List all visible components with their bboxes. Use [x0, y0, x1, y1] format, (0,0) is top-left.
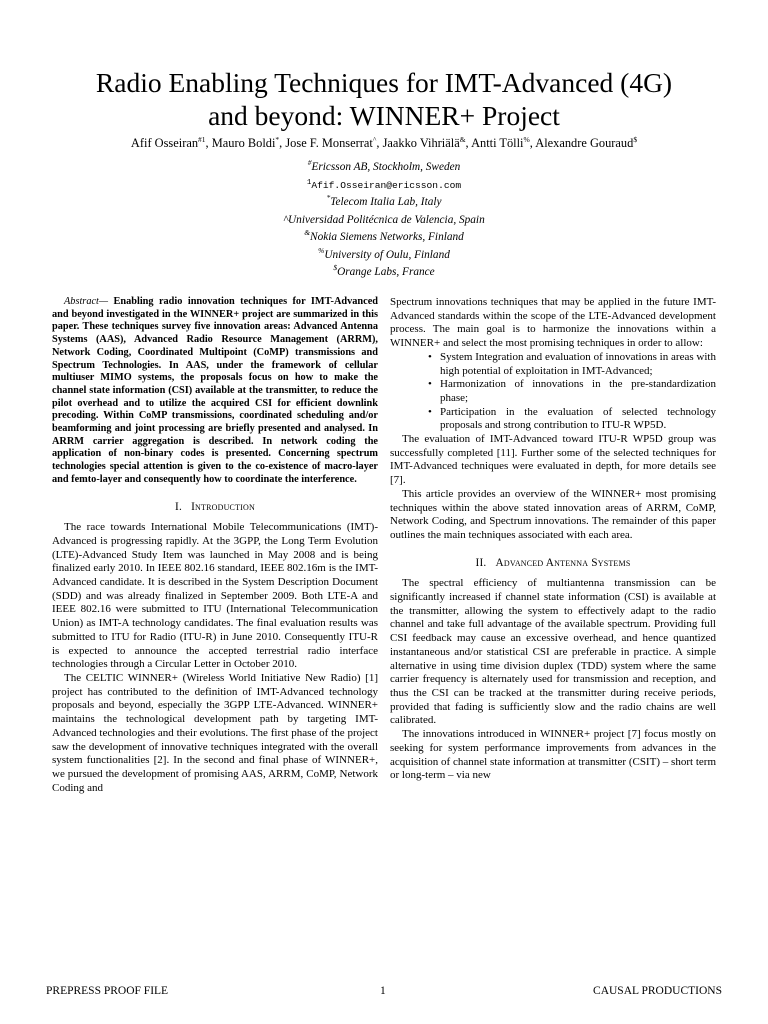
paragraph: The race towards International Mobile Telecommunications (IMT)-Advanced is progressing rapidly. At the 3GPP, the Long Term Evolution (LTE)-Advanced Study Item was launched in May 2008 and is being finalized early 2010. In IEEE 802.16 standard, IEEE 802.16m is the IMT-Advanced candidate. It is described in the System Description Document (SDD) and was already finalized in September 2009. Both LTE-A and IEEE 802.16 were submitted to ITU (International Telecommunication Union) as IMT-A technology candidates. The final evaluation results was submitted to ITU for Radio (ITU-R) in June 2010. Consequently ITU-R is expected to announce the accepted terrestrial radio interface technologies through a Circular Letter in October 2010.: [52, 521, 378, 671]
abstract-text: Enabling radio innovation techniques for IMT-Advanced and beyond investigated in the WINNER+ project are summarized in this paper. These techniques survey five innovation areas: Advanced Antenna Systems (AAS), Advanced Radio Resource Management (ARRM), Network Coding, Coordinated Multipoint (CoMP) transmissions and Spectrum Technologies. In AAS, under the framework of cellular multiuser MIMO systems, the proposals focus on how to make the channel state information (CSI) available at the transmitter, to reduce the pilot overhead and to utilize the acquired CSI for efficient downlink precoding. Within CoMP transmissions, coordinated scheduling and/or beamforming and joint processing are briefly presented and analysed. In ARRM carrier aggregation is described. In network coding the application of non-binary codes is presented. Concerning spectrum technologies special attention is given to the co-existence of macro-layer and femto-layer and consequently how to coordinate the interference.: [52, 296, 378, 485]
list-item: • Participation in the evaluation of selected technology proposals and strong contribution to ITU-R WP5D.: [428, 405, 716, 432]
affiliation: &Nokia Siemens Networks, Finland: [304, 228, 464, 243]
footer-left: PREPRESS PROOF FILE: [46, 985, 169, 997]
page-number: 1: [380, 985, 386, 997]
author: Afif Osseiran$^{\#1}$,: [130, 134, 212, 150]
section-heading-introduction: I. Introduction: [174, 500, 255, 513]
author: Jose F. Monserrat^,: [285, 134, 383, 150]
author: Antti Tölli%,: [471, 134, 536, 150]
paragraph: The evaluation of IMT-Advanced toward ITU-R WP5D group was successfully completed [11]. Further some of the selected techniques for IMT-Advanced techniques were evaluated in depth, for more details see [7].: [390, 433, 716, 487]
bullet-icon: •: [428, 350, 432, 363]
abstract: Abstract— Enabling radio innovation techniques for IMT-Advanced and beyond investigated in the WINNER+ project are summarized in this paper. These techniques survey five innovation areas: Advanced Antenna Systems (AAS), Advanced Radio Resource Management (ARRM), Network Coding, Coordinated Multipoint (CoMP) transmissions and Spectrum Technologies. In AAS, under the framework of cellular multiuser MIMO systems, the proposals focus on how to make the channel state information (CSI) available at the transmitter, to reduce the pilot overhead and to utilize the acquired CSI for efficient downlink precoding. Within CoMP transmissions, coordinated scheduling and/or beamforming and joint processing are briefly presented and analysed. In ARRM carrier aggregation is described. In network coding the application of non-binary codes is presented. Concerning spectrum technologies special attention is given to the co-existence of macro-layer and femto-layer and consequently how to coordinate the interference.: [52, 296, 378, 485]
right-column: [390, 296, 716, 783]
bullet-icon: •: [428, 378, 432, 391]
affiliation: $Orange Labs, France: [333, 263, 435, 278]
paragraph: This article provides an overview of the WINNER+ most promising techniques within the above stated innovation areas of ARRM, CoMP, Network Coding, and Spectrum innovations. The remainder of this paper outlines the main techniques associated with each area.: [390, 487, 716, 541]
affiliation: ^Universidad Politécnica de Valencia, Spain: [283, 213, 485, 226]
paragraph: The spectral efficiency of multiantenna transmission can be significantly increased if channel state information (CSI) is available at the transmitter, allowing the system to effectively adapt to the radio channel and take full advantage of the available spectrum. Providing full CSI feedback may cause an excessive overhead, and hence quantized instantaneous and/or statistical CSI are preferable in practice. A simple alternative in using time division duplex (TDD) system where the same carrier frequency is alternately used for transmission and reception, and thus the CSI can be tracked at the transmitter during receive periods, provided that fading is sufficiently slow and the radio chains are well calibrated.: [390, 577, 716, 727]
abstract-label: Abstract: [64, 296, 99, 307]
section-heading-advanced-antenna-systems: II. Advanced Antenna Systems: [475, 556, 631, 569]
affiliation: #Ericsson AB, Stockholm, Sweden: [307, 158, 461, 173]
paragraph: The innovations introduced in WINNER+ project [7] focus mostly on seeking for system performance improvements from advances in the acquisition of channel state information at transmitter (CSIT) – short term or long-term – via new: [390, 728, 716, 782]
title-line-2: and beyond: WINNER+ Project: [208, 100, 560, 131]
paragraph: Spectrum innovations techniques that may be applied in the future IMT-Advanced standards within the scope of the LTE-Advanced development process. The main goal is to harmonize the innovations within a WINNER+ and select the most promising techniques in order to allow:: [390, 296, 716, 350]
list-item: • Harmonization of innovations in the pre-standardization phase;: [428, 378, 716, 404]
bullet-icon: •: [428, 405, 432, 418]
affiliations: [100, 159, 668, 282]
author: Mauro Boldi*,: [211, 134, 286, 150]
affiliation: %University of Oulu, Finland: [318, 245, 450, 261]
author: Jaakko Vihriälä&,: [382, 134, 472, 150]
author: Alexandre Gouraud$: [535, 134, 638, 150]
author-list: [20, 136, 748, 151]
list-item: • System Integration and evaluation of innovations in areas with high potential of exploitation in IMT-Advanced;: [428, 350, 716, 377]
paragraph: The CELTIC WINNER+ (Wireless World Initiative New Radio) [1] project has contributed to the definition of IMT-Advanced technology proposals and beyond, especially the 3GPP LTE-Advanced. WINNER+ maintains the technological development path by targeting IMT-Advanced technologies and their evolutions. The first phase of the project saw the development of innovative techniques integrated with the overall system functionalities [2]. In the second and final phase of WINNER+, we pursued the development of promising AAS, ARRM, CoMP, Network Coding and: [52, 671, 378, 794]
author-email[interactable]: $^1$Afif.Osseiran@ericsson.com: [306, 178, 462, 191]
paper-title: [20, 66, 748, 132]
bullet-list: [390, 351, 716, 433]
left-column: [52, 296, 378, 795]
footer-right: CAUSAL PRODUCTIONS: [593, 985, 722, 997]
affiliation: *Telecom Italia Lab, Italy: [326, 193, 442, 208]
title-line-1: Radio Enabling Techniques for IMT-Advanced (4G): [95, 67, 673, 98]
